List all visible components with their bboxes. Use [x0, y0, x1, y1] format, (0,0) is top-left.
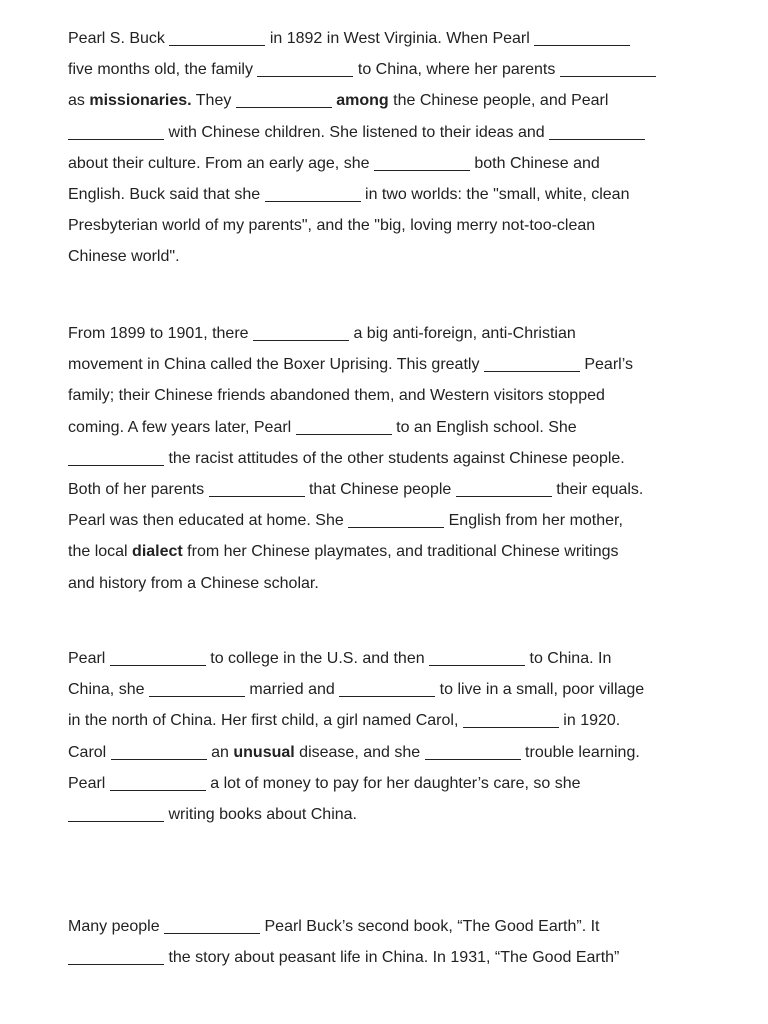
text-run: to China, where her parents	[353, 61, 560, 79]
text-run: Many people	[68, 918, 165, 935]
text-run: their equals.	[551, 480, 644, 498]
text-run: Pearl was then educated at home. She	[68, 512, 349, 530]
text-run: the racist attitudes of the other students against Chinese people.	[164, 449, 625, 467]
text-run: in 1920.	[558, 712, 621, 730]
text-run: the story about peasant life in China. In 1931, “The Good Earth”	[164, 949, 620, 967]
text-run: Pearl	[68, 774, 110, 792]
fill-in-blank[interactable]	[164, 917, 260, 934]
text-line	[68, 412, 708, 443]
text-run: an	[206, 743, 234, 761]
fill-in-blank[interactable]	[560, 60, 656, 77]
text-run: English from her mother,	[444, 512, 623, 530]
text-line	[68, 568, 708, 599]
text-run: China, she	[68, 681, 149, 699]
text-run: Presbyterian world of my parents", and the "big, loving merry not-too-clean	[68, 217, 596, 235]
vocabulary-word: dialect	[132, 543, 183, 561]
fill-in-blank[interactable]	[534, 29, 630, 46]
text-run: about their culture. From an early age, she	[68, 154, 374, 172]
text-line	[68, 380, 708, 411]
text-line	[68, 799, 708, 830]
fill-in-blank[interactable]	[549, 123, 645, 140]
text-run: coming. A few years later, Pearl	[68, 418, 296, 436]
fill-in-blank[interactable]	[68, 805, 164, 822]
fill-in-blank[interactable]	[257, 60, 353, 77]
text-run: family; their Chinese friends abandoned them, and Western visitors stopped	[68, 387, 605, 405]
text-run: in the north of China. Her first child, a girl named Carol,	[68, 712, 463, 730]
text-run: Pearl	[68, 650, 110, 667]
fill-in-blank[interactable]	[236, 91, 332, 108]
text-line	[68, 643, 708, 674]
text-line	[68, 737, 708, 768]
text-line	[68, 911, 708, 942]
text-run: five months old, the family	[68, 61, 258, 79]
fill-in-blank[interactable]	[68, 948, 164, 965]
text-line	[68, 179, 708, 210]
text-line	[68, 505, 708, 536]
text-run: the Chinese people, and Pearl	[388, 92, 609, 110]
fill-in-blank[interactable]	[425, 743, 521, 760]
vocabulary-word: missionaries.	[89, 92, 192, 110]
paragraph-early-life	[68, 23, 708, 273]
text-run: the local	[68, 543, 133, 561]
text-line	[68, 85, 708, 116]
fill-in-blank[interactable]	[296, 418, 392, 435]
text-line	[68, 942, 708, 973]
vocabulary-word: among	[336, 92, 389, 110]
text-line	[68, 536, 708, 567]
text-line	[68, 54, 708, 85]
fill-in-blank[interactable]	[374, 154, 470, 171]
text-run: Pearl S. Buck	[68, 30, 170, 47]
text-line	[68, 318, 708, 349]
fill-in-blank[interactable]	[149, 680, 245, 697]
text-run: They	[191, 92, 236, 110]
text-line	[68, 241, 708, 272]
text-line	[68, 705, 708, 736]
text-line	[68, 443, 708, 474]
text-run: from her Chinese playmates, and traditional Chinese writings	[182, 543, 619, 561]
text-run: in 1892 in West Virginia. When Pearl	[265, 30, 535, 47]
fill-in-blank[interactable]	[169, 29, 265, 46]
text-run: married and	[244, 681, 340, 699]
text-run: to college in the U.S. and then	[205, 650, 430, 667]
fill-in-blank[interactable]	[111, 743, 207, 760]
text-line	[68, 210, 708, 241]
text-line	[68, 674, 708, 705]
text-run: a big anti-foreign, anti-Christian	[349, 325, 576, 342]
text-run: in two worlds: the "small, white, clean	[360, 185, 630, 203]
fill-in-blank[interactable]	[68, 123, 164, 140]
text-run: writing books about China.	[164, 805, 357, 823]
text-run: as	[68, 92, 90, 110]
vocabulary-word: unusual	[233, 743, 295, 761]
fill-in-blank[interactable]	[463, 711, 559, 728]
text-run: Both of her parents	[68, 480, 209, 498]
text-run: and history from a Chinese scholar.	[68, 574, 319, 592]
paragraph-boxer-uprising	[68, 318, 708, 599]
fill-in-blank[interactable]	[484, 355, 580, 372]
text-run: to live in a small, poor village	[435, 681, 645, 699]
fill-in-blank[interactable]	[348, 511, 444, 528]
text-run: to China. In	[525, 650, 612, 667]
text-line	[68, 148, 708, 179]
text-run: Carol	[68, 743, 111, 761]
fill-in-blank[interactable]	[209, 480, 305, 497]
fill-in-blank[interactable]	[339, 680, 435, 697]
fill-in-blank[interactable]	[68, 449, 164, 466]
paragraph-good-earth	[68, 911, 708, 973]
text-line	[68, 474, 708, 505]
fill-in-blank[interactable]	[110, 649, 206, 666]
text-run: Chinese world".	[68, 248, 180, 266]
text-run: a lot of money to pay for her daughter’s care, so she	[205, 774, 581, 792]
text-line	[68, 117, 708, 148]
paragraph-college-and-family	[68, 643, 708, 830]
text-run: that Chinese people	[304, 480, 456, 498]
text-run: From 1899 to 1901, there	[68, 325, 253, 342]
text-line	[68, 349, 708, 380]
text-line	[68, 768, 708, 799]
text-run: Pearl Buck’s second book, “The Good Earth”. It	[260, 918, 600, 935]
text-line	[68, 23, 708, 54]
text-run: English. Buck said that she	[68, 185, 265, 203]
fill-in-blank[interactable]	[265, 185, 361, 202]
fill-in-blank[interactable]	[429, 649, 525, 666]
text-run: trouble learning.	[520, 743, 640, 761]
text-run: to an English school. She	[391, 418, 577, 436]
text-run: both Chinese and	[469, 154, 600, 172]
text-run: movement in China called the Boxer Uprising. This greatly	[68, 356, 484, 374]
fill-in-blank[interactable]	[253, 324, 349, 341]
fill-in-blank[interactable]	[456, 480, 552, 497]
text-run: with Chinese children. She listened to their ideas and	[164, 123, 550, 141]
text-run: Pearl’s	[579, 356, 633, 374]
text-run: disease, and she	[294, 743, 425, 761]
fill-in-blank[interactable]	[110, 774, 206, 791]
